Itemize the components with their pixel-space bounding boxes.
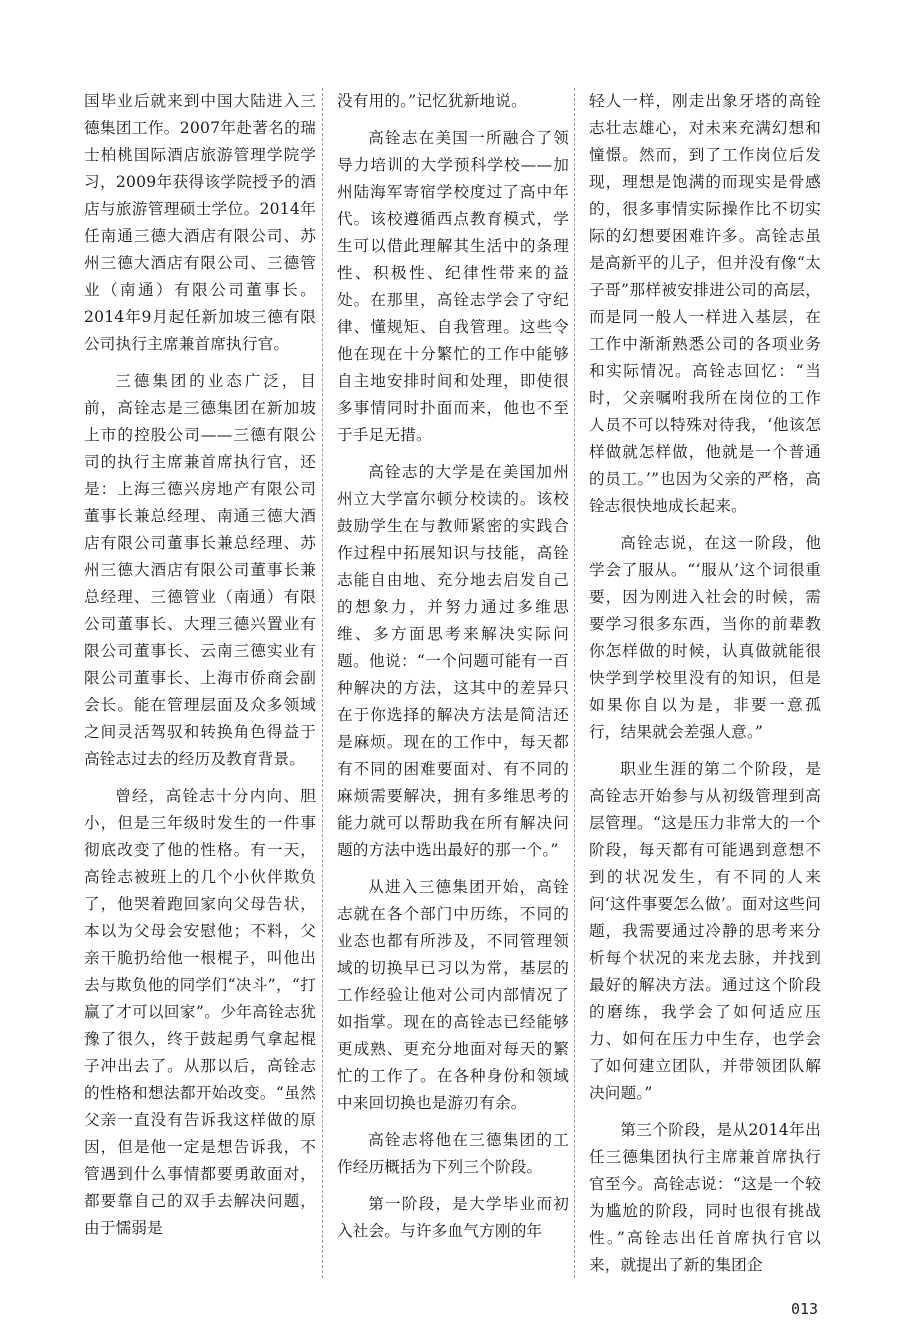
paragraph: 高铨志将他在三德集团的工作经历概括为下列三个阶段。 bbox=[337, 1131, 569, 1176]
paragraph: 第三个阶段，是从2014年出任三德集团执行主席兼首席执行官至今。高铨志说：“这是一个较为尴尬的阶段，同时也很有挑战性。”高铨志出任首席执行官以来，就提出了新的集团企 bbox=[589, 1121, 821, 1274]
text-column-2 bbox=[337, 88, 569, 1255]
column-divider bbox=[322, 88, 323, 1278]
paragraph: 从进入三德集团开始，高铨志就在各个部门中历练，不同的业态也都有所涉及，不同管理领域的切换早已习以为常，基层的工作经验让他对公司内部情况了如指掌。现在的高铨志已经能够更成熟、更充分地面对每天的繁忙的工作了。在各种身份和领域中来回切换也是游刃有余。 bbox=[337, 878, 569, 1112]
paragraph: 高铨志的大学是在美国加州州立大学富尔顿分校读的。该校鼓励学生在与教师紧密的实践合作过程中拓展知识与技能，高铨志能自由地、充分地去启发自己的想象力，并努力通过多维思维、多方面思考来解决实际问题。他说：“一个问题可能有一百种解决的方法，这其中的差异只在于你选择的解决方法是简洁还是麻烦。现在的工作中，每天都有不同的困难要面对、有不同的麻烦需要解决，拥有多维思考的能力就可以帮助我在所有解决问题的方法中选出最好的那一个。” bbox=[337, 463, 569, 859]
paragraph: 高铨志说，在这一阶段，他学会了服从。“‘服从’这个词很重要，因为刚进入社会的时候，需要学习很多东西，当你的前辈教你怎样做的时候，认真做就能很快学到学校里没有的知识，但是如果你自以为是，非要一意孤行，结果就会差强人意。” bbox=[589, 534, 821, 741]
paragraph: 轻人一样，刚走出象牙塔的高铨志壮志雄心，对未来充满幻想和憧憬。然而，到了工作岗位后发现，理想是饱满的而现实是骨感的，很多事情实际操作比不切实际的幻想要困难许多。高铨志虽是高新平的儿子，但并没有像“太子哥”那样被安排进公司的高层，而是同一般人一样进入基层，在工作中渐渐熟悉公司的各项业务和实际情况。高铨志回忆：“当时，父亲嘱咐我所在岗位的工作人员不可以特殊对待我，‘他该怎样做就怎样做，他就是一个普通的员工。’”也因为父亲的严格，高铨志很快地成长起来。 bbox=[589, 92, 821, 515]
paragraph: 曾经，高铨志十分内向、胆小，但是三年级时发生的一件事彻底改变了他的性格。有一天，高铨志被班上的几个小伙伴欺负了，他哭着跑回家向父母告状，本以为父母会安慰他；不料，父亲干脆扔给他一根棍子，叫他出去与欺负他的同学们“决斗”，“打赢了才可以回家”。少年高铨志犹豫了很久，终于鼓起勇气拿起棍子冲出去了。从那以后，高铨志的性格和想法都开始改变。“虽然父亲一直没有告诉我这样做的原因，但是他一定是想告诉我，不管遇到什么事情都要勇敢面对，都要靠自己的双手去解决问题，由于懦弱是 bbox=[84, 787, 316, 1237]
paragraph: 高铨志在美国一所融合了领导力培训的大学预科学校——加州陆海军寄宿学校度过了高中年代。该校遵循西点教育模式，学生可以借此理解其生活中的条理性、积极性、纪律性带来的益处。在那里，高铨志学会了守纪律、懂规矩、自我管理。这些令他在现在十分繁忙的工作中能够自主地安排时间和处理，即使很多事情同时扑面而来，他也不至于手足无措。 bbox=[337, 129, 569, 444]
paragraph: 职业生涯的第二个阶段，是高铨志开始参与从初级管理到高层管理。“这是压力非常大的一个阶段，每天都有可能遇到意想不到的状况发生，有不同的人来问‘这件事要怎么做’。面对这些问题，我需要通过冷静的思考来分析每个状况的来龙去脉，并找到最好的解决方法。通过这个阶段的磨练，我学会了如何适应压力、如何在压力中生存，也学会了如何建立团队，并带领团队解决问题。” bbox=[589, 760, 821, 1102]
text-column-3 bbox=[589, 88, 821, 1289]
paragraph: 第一阶段，是大学毕业而初入社会。与许多血气方刚的年 bbox=[337, 1195, 569, 1240]
paragraph: 三德集团的业态广泛，目前，高铨志是三德集团在新加坡上市的控股公司——三德有限公司的执行主席兼首席执行官，还是：上海三德兴房地产有限公司董事长兼总经理、南通三德大酒店有限公司董事长兼总经理、苏州三德大酒店有限公司董事长兼总经理、三德管业（南通）有限公司董事长、大理三德兴置业有限公司董事长、云南三德实业有限公司董事长、上海市侨商会副会长。能在管理层面及众多领域之间灵活驾驭和转换角色得益于高铨志过去的经历及教育背景。 bbox=[84, 372, 316, 768]
page-number: 013 bbox=[791, 1300, 819, 1318]
text-column-1 bbox=[84, 88, 316, 1252]
paragraph: 没有用的。”记忆犹新地说。 bbox=[337, 92, 527, 110]
column-divider bbox=[574, 88, 575, 1278]
paragraph: 国毕业后就来到中国大陆进入三德集团工作。2007年赴著名的瑞士柏桃国际酒店旅游管理学院学习，2009年获得该学院授予的酒店与旅游管理硕士学位。2014年任南通三德大酒店有限公司、苏州三德大酒店有限公司、三德管业（南通）有限公司董事长。2014年9月起任新加坡三德有限公司执行主席兼首席执行官。 bbox=[84, 92, 316, 353]
